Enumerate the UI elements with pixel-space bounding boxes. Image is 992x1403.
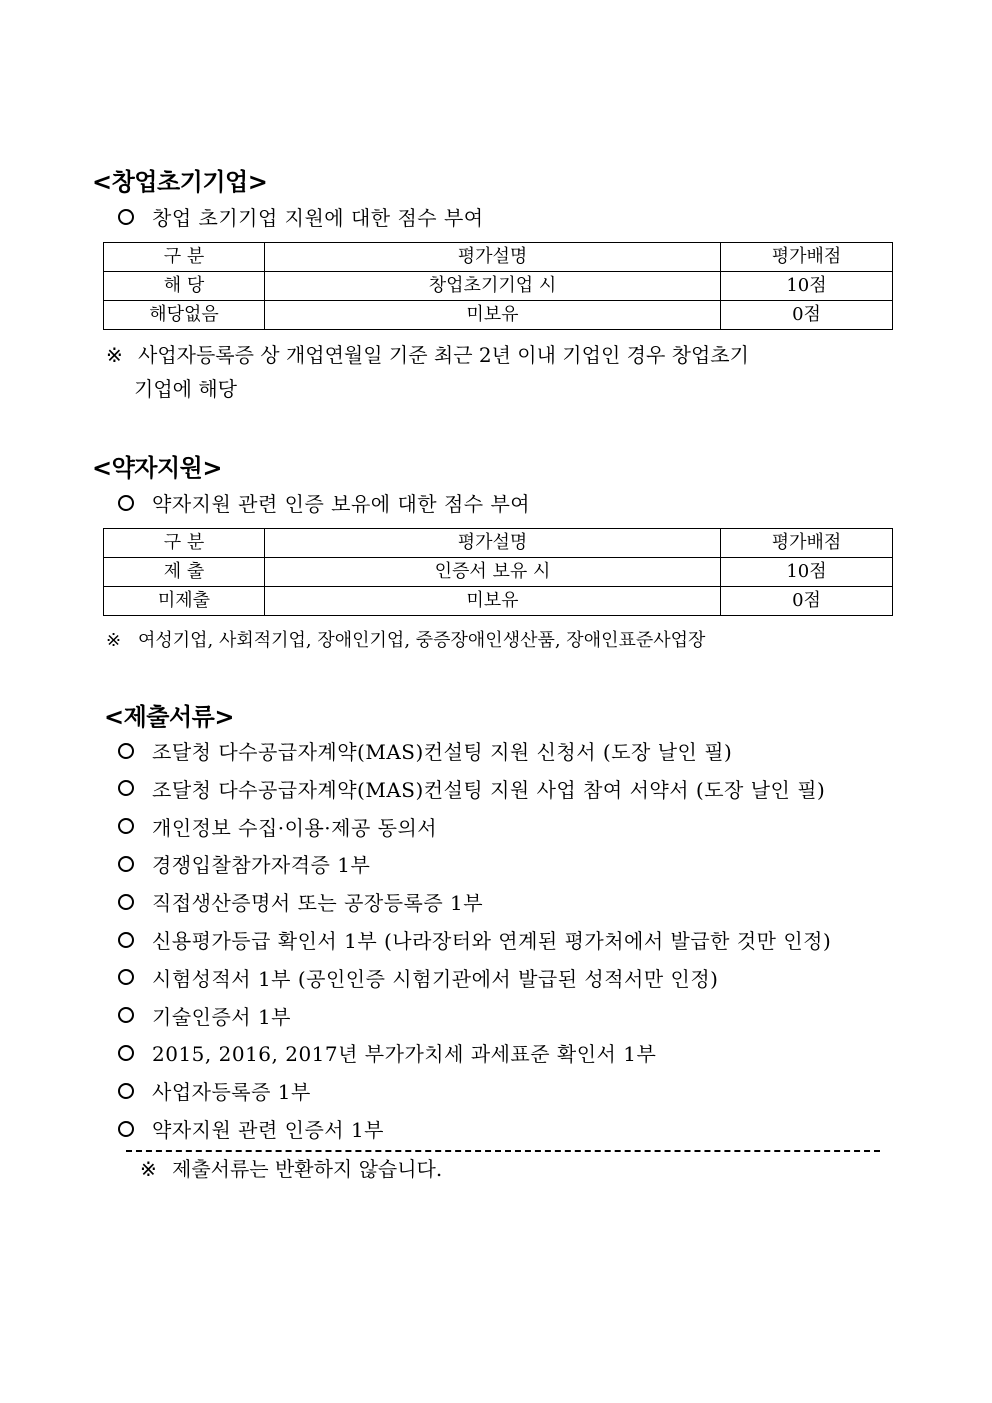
cell-category: 해당없음 [104, 301, 265, 330]
list-item-text: 조달청 다수공급자계약(MAS)컨설팅 지원 사업 참여 서약서 (도장 날인 필) [152, 777, 826, 802]
section-title-minority: <약자지원> [92, 454, 222, 482]
list-item-text: 약자지원 관련 인증서 1부 [152, 1118, 384, 1142]
circle-bullet-icon [118, 780, 134, 796]
table-row [104, 272, 893, 301]
table-row [104, 558, 893, 587]
header-cell-category: 구 분 [104, 529, 265, 558]
list-item [118, 1076, 311, 1105]
section-title-startup: <창업초기기업> [92, 168, 268, 196]
circle-bullet-icon [118, 932, 134, 948]
cell-category: 제 출 [104, 558, 265, 587]
cell-description: 미보유 [265, 301, 721, 330]
list-item-text: 직접생산증명서 또는 공장등록증 1부 [152, 891, 484, 916]
footer-note [140, 1152, 442, 1186]
table-row [104, 587, 893, 616]
cell-description: 미보유 [265, 587, 721, 616]
bullet-startup [118, 202, 484, 231]
circle-bullet-icon [118, 209, 134, 225]
list-item [118, 925, 831, 954]
reference-mark-icon: ※ [140, 1157, 157, 1181]
circle-bullet-icon [118, 1083, 134, 1099]
bullet-text: 약자지원 관련 인증 보유에 대한 점수 부여 [152, 492, 531, 516]
header-cell-description: 평가설명 [265, 529, 721, 558]
header-cell-score: 평가배점 [721, 243, 893, 272]
table-header-row [104, 243, 893, 272]
header-cell-category: 구 분 [104, 243, 265, 272]
list-item [118, 736, 732, 765]
list-item-text: 신용평가등급 확인서 1부 (나라장터와 연계된 평가처에서 발급한 것만 인정) [152, 929, 832, 953]
list-item-text: 경쟁입찰참가자격증 1부 [152, 853, 371, 878]
circle-bullet-icon [118, 1045, 134, 1061]
list-item-text: 조달청 다수공급자계약(MAS)컨설팅 지원 신청서 (도장 날인 필) [152, 740, 733, 764]
list-item [118, 1114, 384, 1143]
circle-bullet-icon [118, 856, 134, 872]
cell-category: 미제출 [104, 587, 265, 616]
footer-text: 제출서류는 반환하지 않습니다. [172, 1157, 443, 1181]
table-row [104, 301, 893, 330]
list-item [118, 887, 483, 916]
list-item [118, 1038, 656, 1067]
list-item [118, 1001, 291, 1030]
startup-score-table [103, 242, 893, 330]
list-item-text: 개인정보 수집·이용·제공 동의서 [152, 815, 438, 840]
circle-bullet-icon [118, 1121, 134, 1137]
reference-mark-icon: ※ [106, 343, 123, 367]
header-cell-score: 평가배점 [721, 529, 893, 558]
circle-bullet-icon [118, 1007, 134, 1023]
list-item [118, 963, 718, 992]
note-minority [106, 624, 705, 658]
list-item [118, 812, 437, 841]
cell-score: 10점 [721, 558, 893, 587]
bullet-minority [118, 488, 530, 517]
note-text: 여성기업, 사회적기업, 장애인기업, 중증장애인생산품, 장애인표준사업장 [138, 630, 706, 651]
circle-bullet-icon [118, 495, 134, 511]
circle-bullet-icon [118, 894, 134, 910]
table-header-row [104, 529, 893, 558]
circle-bullet-icon [118, 818, 134, 834]
cell-description: 창업초기기업 시 [265, 272, 721, 301]
header-cell-description: 평가설명 [265, 243, 721, 272]
list-item [118, 774, 825, 803]
note-text-line2: 기업에 해당 [134, 377, 237, 401]
list-item-text: 2015, 2016, 2017년 부가가치세 과세표준 확인서 1부 [152, 1042, 657, 1067]
cell-score: 0점 [721, 301, 893, 330]
cell-description: 인증서 보유 시 [265, 558, 721, 587]
minority-score-table [103, 528, 893, 616]
circle-bullet-icon [118, 969, 134, 985]
reference-mark-icon: ※ [106, 630, 122, 651]
cell-category: 해 당 [104, 272, 265, 301]
list-item-text: 사업자등록증 1부 [152, 1080, 311, 1105]
list-item-text: 기술인증서 1부 [152, 1004, 292, 1029]
list-item-text: 시험성적서 1부 (공인인증 시험기관에서 발급된 성적서만 인정) [152, 966, 719, 991]
section-title-documents: <제출서류> [104, 703, 234, 731]
list-item [118, 849, 370, 878]
cell-score: 0점 [721, 587, 893, 616]
cell-score: 10점 [721, 272, 893, 301]
note-startup [106, 338, 749, 406]
bullet-text: 창업 초기기업 지원에 대한 점수 부여 [152, 206, 484, 230]
circle-bullet-icon [118, 743, 134, 759]
note-text-line1: 사업자등록증 상 개업연월일 기준 최근 2년 이내 기업인 경우 창업초기 [138, 343, 749, 367]
